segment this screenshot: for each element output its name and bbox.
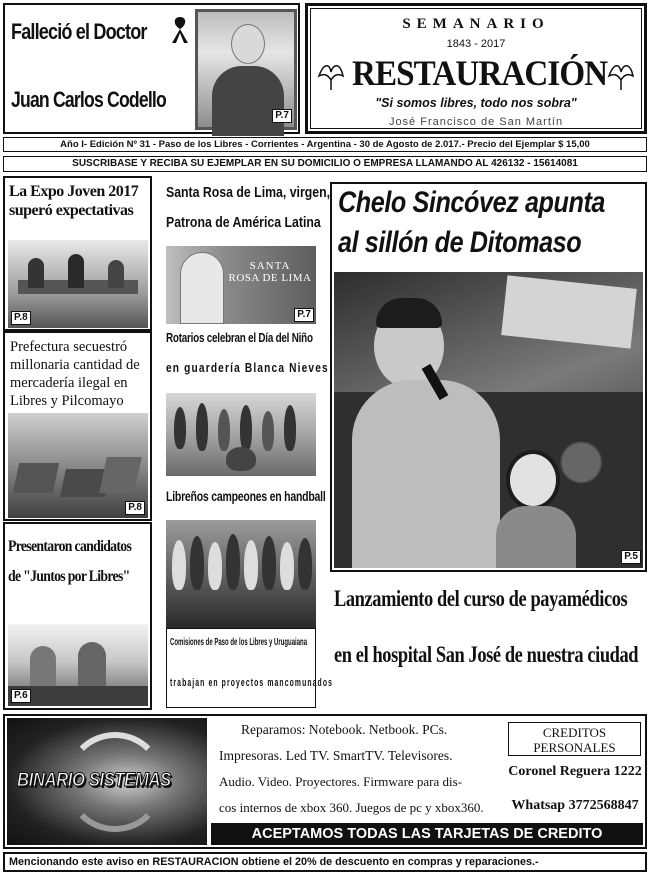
handball-photo: [166, 520, 316, 628]
santa-rosa-page-ref[interactable]: P.7: [294, 308, 314, 322]
obituary-headline-line1[interactable]: Falleció el Doctor: [11, 19, 147, 44]
prefectura-headline[interactable]: Prefectura secuestró millonaria cantidad de mercadería ilegal en Libres y Pilcomayo: [10, 339, 140, 409]
santa-rosa-headline-line2[interactable]: Patrona de América Latina: [166, 214, 321, 231]
comisiones-box: [166, 628, 334, 708]
obituary-box: [3, 3, 300, 134]
child-head-shape: [506, 450, 560, 510]
comisiones-headline-line1[interactable]: Comisiones de Paso de los Libres y Uruguaiana: [170, 637, 308, 648]
photo-person-shape: [68, 254, 84, 288]
santa-rosa-image: [166, 246, 316, 324]
obituary-headline-line2[interactable]: Juan Carlos Codello: [11, 87, 166, 112]
expo-joven-photo: [8, 240, 148, 328]
ad-address: Coronel Reguera 1222: [508, 764, 642, 779]
edition-line: Año I- Edición Nº 31 - Paso de los Libres - Corrientes - Argentina - 30 de Agosto de 2.017.- Precio del Ejemplar $ 15,00: [3, 137, 647, 152]
expo-joven-box: [3, 176, 152, 331]
masthead-attribution: José Francisco de San Martín: [388, 116, 564, 128]
expo-joven-page-ref[interactable]: P.8: [11, 311, 31, 325]
ad-whatsapp[interactable]: Whatsap 3772568847: [511, 798, 639, 813]
rotarios-headline-line1[interactable]: Rotarios celebran el Día del Niño: [166, 330, 313, 345]
masthead-name: RESTAURACIÓN: [352, 53, 608, 93]
child-body-shape: [496, 506, 576, 568]
subscribe-line: SUSCRIBASE Y RECIBA SU EJEMPLAR EN SU DOMICILIO O EMPRESA LLAMANDO AL 426132 - 15614081: [3, 156, 647, 172]
candidatos-page-ref[interactable]: P.6: [11, 689, 31, 703]
obituary-portrait-photo: [195, 9, 297, 130]
main-story-photo: [334, 272, 643, 568]
santa-rosa-image-title-line2: ROSA DE LIMA: [228, 272, 312, 284]
mourning-ribbon-icon: [169, 15, 191, 45]
main-headline-line2[interactable]: al sillón de Ditomaso: [338, 226, 582, 259]
candidatos-headline-line1[interactable]: Presentaron candidatos: [8, 538, 132, 555]
main-story-box: [330, 182, 647, 572]
santa-rosa-image-title-line1: SANTA: [249, 260, 291, 272]
prefectura-box: [3, 331, 152, 521]
photo-person-shape: [108, 260, 124, 288]
comisiones-headline-line2[interactable]: trabajan en proyectos mancomunados: [170, 677, 334, 689]
services-line4: cos internos de xbox 360. Juegos de pc y xbox360.: [219, 800, 484, 815]
main-story-page-ref[interactable]: P.5: [621, 550, 641, 564]
cards-banner: ACEPTAMOS TODAS LAS TARJETAS DE CREDITO: [211, 823, 643, 845]
prefectura-photo: [8, 413, 148, 518]
masthead-label: SEMANARIO: [402, 16, 550, 32]
expo-joven-headline[interactable]: La Expo Joven 2017 superó expectativas: [9, 183, 139, 219]
masthead-box: [305, 3, 647, 134]
prefectura-page-ref[interactable]: P.8: [125, 501, 145, 515]
credit-title-line2: PERSONALES: [533, 740, 616, 755]
dove-left-icon: [316, 58, 346, 92]
main-subhead-line1[interactable]: Lanzamiento del curso de payamédicos: [334, 586, 628, 611]
portrait-body-shape: [212, 66, 284, 136]
rotarios-photo: [166, 393, 316, 476]
obituary-page-ref[interactable]: P.7: [272, 109, 292, 123]
main-subhead-line2[interactable]: en el hospital San José de nuestra ciudad: [334, 642, 639, 667]
portrait-head-shape: [231, 24, 265, 64]
photo-boxes-shape: [13, 463, 59, 493]
advertisement-box: [3, 714, 647, 849]
candidatos-box: [3, 522, 152, 710]
speaker-hair-shape: [376, 298, 442, 328]
masthead-motto: "Si somos libres, todo nos sobra": [375, 96, 577, 110]
services-line1: Reparamos: Notebook. Netbook. PCs.: [241, 722, 448, 737]
binario-brand[interactable]: BINARIO SISTEMAS: [17, 770, 171, 791]
photo-person-shape: [28, 258, 44, 288]
handball-headline[interactable]: Libreños campeones en handball: [166, 488, 326, 504]
credit-title-line1: CREDITOS: [542, 725, 607, 740]
services-line3: Audio. Video. Proyectores. Firmware para dis-: [219, 774, 463, 789]
saint-figure-shape: [180, 252, 224, 324]
main-headline-line1[interactable]: Chelo Sincóvez apunta: [338, 186, 606, 219]
dove-right-icon: [606, 58, 636, 92]
binario-logo-image: [7, 718, 207, 845]
services-line2: Impresoras. Led TV. SmartTV. Televisores.: [219, 748, 453, 763]
rotarios-headline-line2[interactable]: en guardería Blanca Nieves: [166, 360, 329, 375]
candidatos-photo: [8, 624, 148, 706]
speaker-body-shape: [352, 380, 500, 568]
footer-line: Mencionando este aviso en RESTAURACION obtiene el 20% de descuento en compras y reparaciones.-: [3, 852, 647, 872]
santa-rosa-headline-line1[interactable]: Santa Rosa de Lima, virgen,: [166, 184, 331, 201]
credit-title-box: [508, 722, 641, 756]
photo-boxes-shape: [99, 457, 142, 493]
masthead-years: 1843 - 2017: [446, 38, 506, 50]
photo-banner-shape: [501, 275, 637, 348]
candidatos-headline-line2[interactable]: de "Juntos por Libres": [8, 568, 130, 585]
